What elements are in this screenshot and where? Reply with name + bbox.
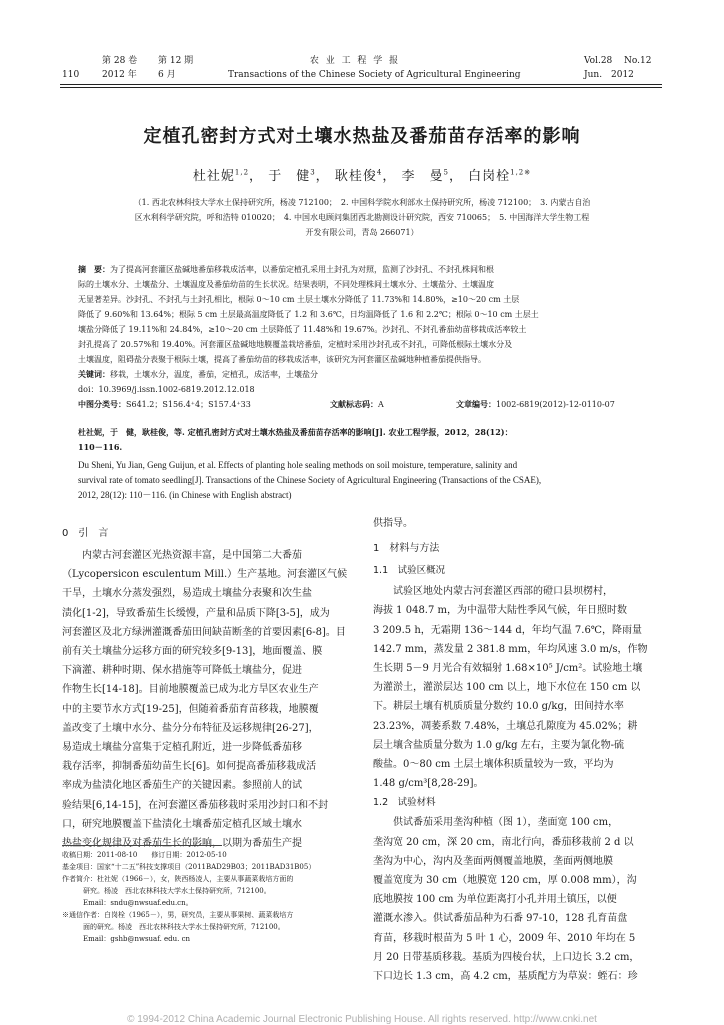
body-line: 试验区地处内蒙古河套灌区西部的磴口县坝楞村， [393,586,613,598]
keywords: 移栽，土壤水分，温度，番茄，定植孔，成活率，土壤盐分 [110,370,318,379]
body-line: 覆盖宽度为 30 cm（地膜宽 120 cm，厚 0.008 mm），沟 [373,875,637,887]
issue-en: No.12 [624,56,652,66]
abstract-line: 际的土壤水分、土壤盐分、土壤温度及番茄幼苗的生长状况。结果表明，不同处理株间土壤水分、土壤盐分、土壤温度 [78,280,494,289]
body-line: 盖改变了土壤中水分、盐分分布特征及运移规律[26-27]， [62,722,319,734]
author-affil-mark: 1,2 [234,168,250,177]
citation-line: 110－116. [78,442,123,452]
body-line: 海拔 1 048.7 m，为中温带大陆性季风气候，年日照时数 [373,605,628,617]
author-name: 杜社妮 [192,169,235,184]
abstract-line: 壤盐分降低了 19.11%和 24.84%，≥10～20 cm 土层降低了 11.48%和 19.67%。沙封孔、不封孔番茄幼苗移栽成活率较土 [78,325,527,334]
body-line: 酸盐。0～80 cm 土层土壤体积质量较为一致，平均为 [373,759,614,771]
right-column [373,514,661,986]
body-line: 垄沟宽 20 cm，深 20 cm，南北行向，番茄移栽前 2 d 以 [373,836,634,848]
author-affil-mark: 4 [376,168,383,177]
body-line: 为灌淤土，灌淤层达 100 cm 以上，地下水位在 150 cm 以 [373,682,641,694]
body-line: 栽存活率，抑制番茄幼苗生长[6]。如何提高番茄移栽成活 [62,761,317,773]
volume-en: Vol.28 [584,56,613,66]
abstract-line: 为了提高河套灌区盐碱地番茄移栽成活率，以番茄定植孔采用土封孔为对照，监测了沙封孔、不封孔株间和根 [110,265,494,274]
abstract-line: 无显著差异。沙封孔、不封孔与土封孔相比，根际 0～10 cm 土层土壤水分降低了 11.73%和 14.80%，≥10～20 cm 土层 [78,295,520,304]
author-affil-mark: 5 [443,168,449,177]
author-name: 白岗栓 [468,169,511,184]
citation-cn [78,425,648,455]
section-heading-materials: 1 材料与方法 [373,543,440,555]
section-heading-introduction: 0 引 言 [62,528,109,539]
year-cn: 2012 年 [102,70,137,80]
body-line: （Lycopersicon esculentum Mill.）生产基地。河套灌区气候 [62,569,348,581]
body-line: 作物生长[14-18]。目前地膜覆盖已成为北方旱区农业生产 [62,684,319,696]
citation-line: Du Sheni, Yu Jian, Geng Guijun, et al. Effects of planting hole sealing methods on soil moisture, temperature, salinity and [78,460,518,470]
volume-cn: 第 28 卷 [102,56,138,66]
body-line: 灌溉水渗入。供试番茄品种为石番 97-10，128 孔育苗盘 [373,913,628,925]
month-cn: 6 月 [158,70,176,80]
body-line: 下。耕层土壤有机质质量分数约 10.0 g/kg，田间持水率 [373,701,624,713]
keywords-label: 关键词： [78,369,110,379]
body-line: 前有关土壤盐分运移方面的研究较多[9-13]，地面覆盖、膜 [62,646,323,658]
journal-name-en: Transactions of the Chinese Society of Agricultural Engineering [228,70,521,80]
body-line: 底地膜按 100 cm 为单位距离打小孔并用土镇压，以便 [373,894,617,906]
citation-line: 杜社妮，于 健，耿桂俊，等. 定植孔密封方式对土壤水热盐及番茄苗存活率的影响[J]. 农业工程学报，2012，28(12)： [78,427,513,437]
author-name: 耿桂俊 [334,169,377,184]
abstract-line: 降低了 9.60%和 13.64%；根际 5 cm 土层最高温度降低了 1.2 和 3.6℃，日均温降低了 1.6 和 2.2℃；根际 0～10 cm 土层土 [78,310,539,319]
citation-en [78,458,648,503]
author-sep: ， [315,169,330,184]
introduction-text [62,546,350,853]
body-line: 中的主要节水方式[19-25]，但随着番茄育苗移栽，地膜覆 [62,703,319,715]
subsection-heading-materials: 1.2 试验材料 [373,797,436,809]
abstract-line: 封孔提高了 20.57%和 19.40%。河套灌区盐碱地地膜覆盖栽培番茄，定植时采用沙封孔或不封孔，可降低根际土壤水分及 [78,340,513,349]
body-line: 率成为盐渍化地区番茄生产的关键因素。参照前人的试 [62,780,302,792]
footnote-line: 收稿日期：2011-08-10 修订日期：2012-05-10 [62,851,227,859]
clc-label: 中图分类号： [78,399,126,409]
footnote-line: Email：sndu@nwsuaf.edu.cn。 [83,899,193,907]
body-line: 易造成土壤盐分富集于定植孔附近，进一步降低番茄移 [62,742,302,754]
header-rule-thin [60,87,662,88]
footnote-line: 基金项目：国家“十二五”科技支撑项目（2011BAD29B03；2011BAD31B05） [62,863,316,871]
author-name: 李 曼 [401,169,444,184]
author-sep: ， [448,169,463,184]
subsection-heading-site: 1.1 试验区概况 [373,565,446,577]
affiliation-line: （1. 西北农林科技大学水土保持研究所，杨凌 712100； 2. 中国科学院水利部水土保持研究所，杨凌 712100； 3. 内蒙古自治 [133,198,591,207]
clc-code: S641.2；S156.4⁺4；S157.4⁺33 [126,400,251,409]
doc-code: A [378,400,384,409]
author-name: 于 健 [268,169,311,184]
body-line: 1.48 g/cm³[8,28-29]。 [373,778,484,790]
article-number-label: 文章编号： [456,399,496,409]
body-line: 渍化[1-2]，导致番茄生长缓慢，产量和品质下降[3-5]，成为 [62,607,330,619]
body-line: 142.7 mm，蒸发量 2 381.8 mm，年均风速 3.0 m/s，作物 [373,643,648,655]
citation-line: survival rate of tomato seedling[J]. Transactions of the Chinese Society of Agricultural Engineering (Transactions of the CSAE), [78,475,542,485]
body-line: 育苗，移栽时根苗为 5 叶 1 心，2009 年、2010 年均在 5 [373,932,636,944]
footnote-line: 面的研究。杨凌 西北农林科技大学水土保持研究所，712100。 [83,923,285,931]
abstract [78,262,648,412]
body-line: 层土壤含盐质量分数为 1.0 g/kg 左右，主要为氯化物-硫 [373,739,625,751]
doc-code-label: 文献标志码： [330,399,378,409]
footnote-line: ※通信作者：白岗栓（1965－），男，研究员，主要从事果树、蔬菜栽培方 [62,911,294,919]
footnote-line: Email：gshb@nwsuaf. edu. cn [83,935,191,943]
body-line: 内蒙古河套灌区光热资源丰富，是中国第二大番茄 [82,550,302,561]
affiliation-line: 开发有限公司，青岛 266071） [305,228,419,237]
author-sep: ， [249,169,264,184]
body-line: 垄沟为中心，沟内及垄面两侧覆盖地膜，垄面两侧地膜 [373,855,613,867]
footnote-line: 研究。杨凌 西北农林科技大学水土保持研究所，712100。 [83,887,271,895]
body-line: 干旱，土壤水分蒸发强烈，易造成土壤盐分表聚和次生盐 [62,588,312,600]
abstract-label: 摘 要： [78,264,110,274]
author-list [0,165,724,184]
year-en: 2012 [611,70,634,80]
footnotes [62,849,352,945]
author-affil-mark: 1,2※ [510,168,532,177]
body-line: 河套灌区及北方绿洲灌溉番茄田间缺苗断垄的首要因素[6-8]。目 [62,626,346,638]
body-line: 生长期 5－9 月光合有效辐射 1.68×10⁵ J/cm²。试验地土壤 [373,663,643,675]
copyright-footer: © 1994-2012 China Academic Journal Electronic Publishing House. All rights reserved. http://www.cnki.net [127,1014,597,1025]
body-line: 月 20 日带基质移栽。基质为四棱台状，上口边长 3.2 cm， [373,951,640,963]
body-line: 下口边长 1.3 cm，高 4.2 cm，基质配方为草炭：蛭石：珍 [373,971,638,983]
affiliation-line: 区水利科学研究院，呼和浩特 010020； 4. 中国水电顾问集团西北勘测设计研究院，西安 710065； 5. 中国海洋大学生物工程 [134,213,590,222]
doi: doi：10.3969/j.issn.1002-6819.2012.12.018 [78,385,255,394]
article-number: 1002-6819(2012)-12-0110-07 [496,400,615,409]
journal-name-cn: 农 业 工 程 学 报 [309,56,401,66]
footnote-line: 作者简介：杜社妮（1966－），女，陕西杨凌人，主要从事蔬菜栽培方面的 [62,875,294,883]
page-number: 110 [62,70,80,80]
author-sep: ， [382,169,397,184]
footnote-separator [62,845,222,846]
body-line: 口，研究地膜覆盖下盐渍化土壤番茄定植孔区域土壤水 [62,818,302,830]
abstract-line: 土壤温度，阻碍盐分表聚于根际土壤，提高了番茄幼苗的移栽成活率，该研究为河套灌区盐碱地种植番茄提供指导。 [78,355,486,364]
body-line: 热盐变化规律及对番茄生长的影响，以期为番茄生产提 [62,838,302,850]
affiliations [62,195,662,240]
author-affil-mark: 3 [310,168,316,177]
body-line: 验结果[6,14-15]，在河套灌区番茄移栽时采用沙封口和不封 [62,799,329,811]
body-line: 3 209.5 h，无霜期 136～144 d，年均气温 7.6℃，降雨量 [373,624,642,636]
body-line: 供指导。 [373,518,413,529]
body-line: 供试番茄采用垄沟种植（图 1），垄面宽 100 cm， [393,817,619,829]
issue-cn: 第 12 期 [158,56,194,66]
header-rule [60,84,662,85]
paper-title: 定植孔密封方式对土壤水热盐及番茄苗存活率的影响 [143,126,581,147]
body-line: 23.23%，凋萎系数 7.48%，土壤总孔隙度为 45.02%；耕 [373,720,638,732]
body-line: 下滴灌、耕种时期、保水措施等可降低土壤盐分，促进 [62,665,302,677]
month-en: Jun. [584,70,603,80]
citation-line: 2012, 28(12): 110－116. (in Chinese with English abstract) [78,490,292,500]
